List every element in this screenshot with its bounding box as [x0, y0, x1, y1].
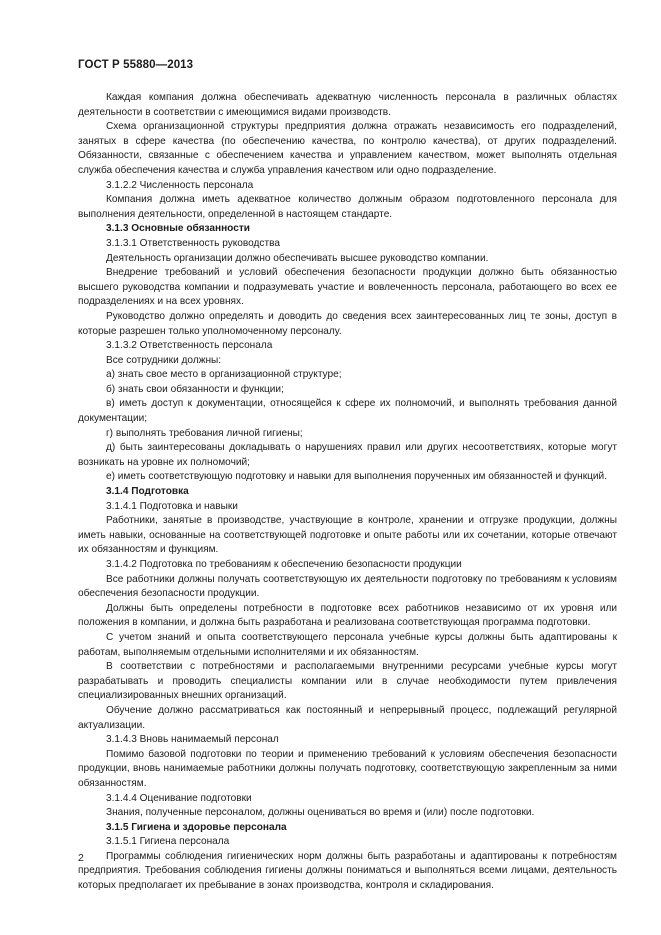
subsection-heading: 3.1.2.2 Численность персонала: [106, 179, 254, 191]
paragraph: Внедрение требований и условий обеспечения безопасности продукции должно быть обязанностью высшего руководства компании и подразумевать участие и вовлеченность персонала, работающего во всех ее подразделениях и на всех уровнях.: [78, 267, 617, 308]
paragraph: Знания, полученные персоналом, должны оцениваться во время и (или) после подготовки.: [106, 807, 535, 819]
paragraph: д) быть заинтересованы докладывать о нарушениях правил или других несоответствиях, которые могут возникать на уровне их полномочий;: [78, 442, 617, 468]
paragraph: С учетом знаний и опыта соответствующего персонала учебные курсы должны быть адаптированы к работам, выполняемым отдельными исполнителями и их обязанностям.: [78, 631, 617, 658]
paragraph: Программы соблюдения гигиенических норм должны быть разработаны и адаптированы к потребностям предприятия. Требования соблюдения гигиены должны пониматься и выполняться всеми лицами, деятельность которых предполагает их пребывание в зонах производства, контроля и складирования.: [78, 850, 617, 892]
subsection-heading: 3.1.4.3 Вновь нанимаемый персонал: [106, 734, 279, 746]
paragraph: б) знать свои обязанности и функции;: [106, 383, 284, 395]
section-heading: 3.1.5 Гигиена и здоровье персонала: [106, 821, 287, 833]
paragraph: Руководство должно определять и доводить до сведения всех заинтересованных лиц те зоны, доступ в которые разрешен только уполномоченному персоналу.: [78, 310, 617, 337]
paragraph: Компания должна иметь адекватное количество должным образом подготовленного персонала для выполнения деятельности, определенной в настоящем стандарте.: [78, 194, 617, 220]
section-heading: 3.1.3 Основные обязанности: [106, 223, 250, 235]
section-heading: 3.1.4 Подготовка: [106, 486, 189, 498]
subsection-heading: 3.1.4.1 Подготовка и навыки: [106, 500, 238, 512]
paragraph: е) иметь соответствующую подготовку и навыки для выполнения порученных им обязанностей и функций.: [106, 471, 607, 483]
paragraph: Каждая компания должна обеспечивать адекватную численность персонала в различных областях деятельности в соответствии с имеющимися видами производств.: [78, 92, 617, 118]
paragraph: Работники, занятые в производстве, участвующие в контроле, хранении и отгрузке продукции, должны иметь навыки, основанные на соответствующей подготовке и опыте работы или их сочетании, которые отвечают их обязанностям и функциям.: [78, 515, 617, 556]
paragraph: Деятельность организации должно обеспечивать высшее руководство компании.: [106, 252, 489, 264]
standard-header: ГОСТ Р 55880—2013: [78, 59, 194, 71]
paragraph: Схема организационной структуры предприятия должна отражать независимость его подразделений, занятых в сфере качества (по обеспечению качества, по контролю качества), от других подразделений. Обязанности, связанные с обеспечением качества и управлением качеством, может выполнять отдельная служба обеспечения качества и служба управления качеством или одно подразделение.: [78, 121, 617, 176]
paragraph: г) выполнять требования личной гигиены;: [106, 427, 303, 439]
subsection-heading: 3.1.3.2 Ответственность персонала: [106, 340, 273, 352]
subsection-heading: 3.1.5.1 Гигиена персонала: [106, 836, 230, 848]
paragraph: а) знать свое место в организационной структуре;: [106, 369, 342, 381]
document-body: [78, 91, 617, 894]
paragraph: Должны быть определены потребности в подготовке всех работников независимо от их уровня или положения в компании, и должна быть разработана и реализована соответствующая программа подготовки.: [78, 602, 617, 629]
subsection-heading: 3.1.4.2 Подготовка по требованиям к обеспечению безопасности продукции: [106, 559, 462, 570]
paragraph: Все сотрудники должны:: [106, 354, 222, 366]
paragraph: в) иметь доступ к документации, относящейся к сфере их полномочий, и выполнять требования данной документации;: [78, 398, 617, 425]
paragraph: Все работники должны получать соответствующую их деятельности подготовку по требованиям к условиям обеспечения безопасности продукции.: [78, 573, 617, 600]
subsection-heading: 3.1.3.1 Ответственность руководства: [106, 237, 280, 249]
paragraph: В соответствии с потребностями и располагаемыми внутренними ресурсами учебные курсы могут разрабатывать и проводить специалисты компании или в случае необходимости путем привлечения специализированных внешних организаций.: [78, 661, 617, 702]
page-number: 2: [78, 852, 84, 864]
paragraph: Помимо базовой подготовки по теории и применению требований к условиям обеспечения безопасности продукции, вновь нанимаемые работники должны получать подготовку, соответствующую закрепленным за ними обязанностям.: [78, 748, 617, 789]
paragraph: Обучение должно рассматриваться как постоянный и непрерывный процесс, подлежащий регулярной актуализации.: [78, 704, 617, 731]
subsection-heading: 3.1.4.4 Оценивание подготовки: [106, 792, 252, 804]
